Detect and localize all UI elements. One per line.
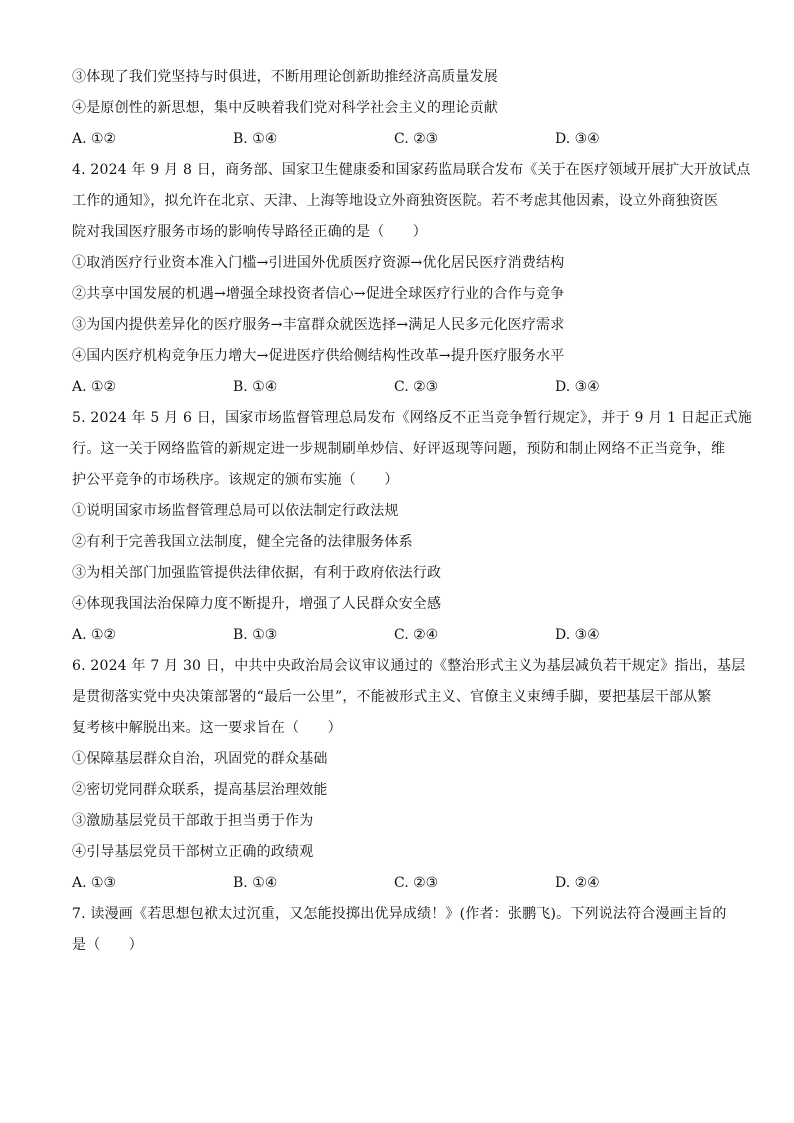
q6-option-c[interactable]: C. ②③ — [394, 875, 439, 891]
q7-stem-line-1: 7. 读漫画《若思想包袱太过沉重，又怎能投掷出优异成绩！》(作者：张鹏飞)。下列说法符合漫画主旨的 — [72, 906, 727, 922]
q6-option-a[interactable]: A. ①③ — [72, 875, 117, 891]
q6-item-2: ②密切党同群众联系，提高基层治理效能 — [72, 782, 328, 798]
q4-stem-line-3: 院对我国医疗服务市场的影响传导路径正确的是（ ） — [72, 224, 427, 240]
q6-item-3: ③激励基层党员干部敢于担当勇于作为 — [72, 813, 314, 829]
q4-option-a[interactable]: A. ①② — [72, 379, 117, 395]
q5-item-2: ②有利于完善我国立法制度，健全完备的法律服务体系 — [72, 534, 413, 550]
q4-item-3: ③为国内提供差异化的医疗服务→丰富群众就医选择→满足人民多元化医疗需求 — [72, 317, 565, 333]
q5-option-b[interactable]: B. ①③ — [233, 627, 278, 643]
question-5 — [72, 403, 752, 651]
q4-item-2: ②共享中国发展的机遇→增强全球投资者信心→促进全球医疗行业的合作与竞争 — [72, 286, 565, 302]
q6-options — [72, 868, 732, 899]
q5-stem-line-3: 护公平竞争的市场秩序。该规定的颁布实施（ ） — [72, 472, 399, 488]
q4-option-d[interactable]: D. ③④ — [555, 379, 600, 395]
q3-options — [72, 124, 732, 155]
q4-stem-line-1: 4. 2024 年 9 月 8 日，商务部、国家卫生健康委和国家药监局联合发布《关于在医疗领域开展扩大开放试点 — [72, 162, 751, 178]
q6-option-b[interactable]: B. ①④ — [233, 875, 278, 891]
q5-stem-line-1: 5. 2024 年 5 月 6 日，国家市场监督管理总局发布《网络反不正当竞争暂行规定》，并于 9 月 1 日起正式施 — [72, 410, 752, 426]
q5-option-a[interactable]: A. ①② — [72, 627, 117, 643]
q4-option-b[interactable]: B. ①④ — [233, 379, 278, 395]
q4-options — [72, 372, 732, 403]
q3-option-c[interactable]: C. ②③ — [394, 131, 439, 147]
q3-item-4: ④是原创性的新思想，集中反映着我们党对科学社会主义的理论贡献 — [72, 100, 498, 116]
q6-option-d[interactable]: D. ②④ — [555, 875, 600, 891]
question-6 — [72, 651, 746, 899]
q3-item-3: ③体现了我们党坚持与时俱进，不断用理论创新助推经济高质量发展 — [72, 69, 498, 85]
q4-item-1: ①取消医疗行业资本准入门槛→引进国外优质医疗资源→优化居民医疗消费结构 — [72, 255, 565, 271]
q6-stem-line-3: 复考核中解脱出来。这一要求旨在（ ） — [72, 720, 342, 736]
q5-option-d[interactable]: D. ③④ — [555, 627, 600, 643]
question-3 — [72, 62, 732, 155]
q4-item-4: ④国内医疗机构竞争压力增大→促进医疗供给侧结构性改革→提升医疗服务水平 — [72, 348, 565, 364]
q6-stem-line-2: 是贯彻落实党中央决策部署的“最后一公里”，不能被形式主义、官僚主义束缚手脚，要把基层干部从繁 — [72, 689, 712, 705]
q7-stem-line-2: 是（ ） — [72, 937, 143, 953]
q6-item-4: ④引导基层党员干部树立正确的政绩观 — [72, 844, 314, 860]
question-4 — [72, 155, 751, 403]
q5-option-c[interactable]: C. ②④ — [394, 627, 439, 643]
q3-option-b[interactable]: B. ①④ — [233, 131, 278, 147]
q5-item-4: ④体现我国法治保障力度不断提升，增强了人民群众安全感 — [72, 596, 442, 612]
q5-item-1: ①说明国家市场监督管理总局可以依法制定行政法规 — [72, 503, 399, 519]
q5-item-3: ③为相关部门加强监管提供法律依据，有利于政府依法行政 — [72, 565, 442, 581]
q6-item-1: ①保障基层群众自治，巩固党的群众基础 — [72, 751, 328, 767]
q4-stem-line-2: 工作的通知》，拟允许在北京、天津、上海等地设立外商独资医院。若不考虑其他因素，设立外商独资医 — [72, 193, 719, 209]
q6-stem-line-1: 6. 2024 年 7 月 30 日，中共中央政治局会议审议通过的《整治形式主义为基层减负若干规定》指出，基层 — [72, 658, 746, 674]
q3-option-d[interactable]: D. ③④ — [555, 131, 600, 147]
q4-option-c[interactable]: C. ②③ — [394, 379, 439, 395]
q3-option-a[interactable]: A. ①② — [72, 131, 117, 147]
question-7 — [72, 899, 732, 961]
exam-page — [72, 62, 752, 961]
q5-options — [72, 620, 732, 651]
q5-stem-line-2: 行。这一关于网络监管的新规定进一步规制刷单炒信、好评返现等问题，预防和制止网络不正当竞争，维 — [72, 441, 726, 457]
